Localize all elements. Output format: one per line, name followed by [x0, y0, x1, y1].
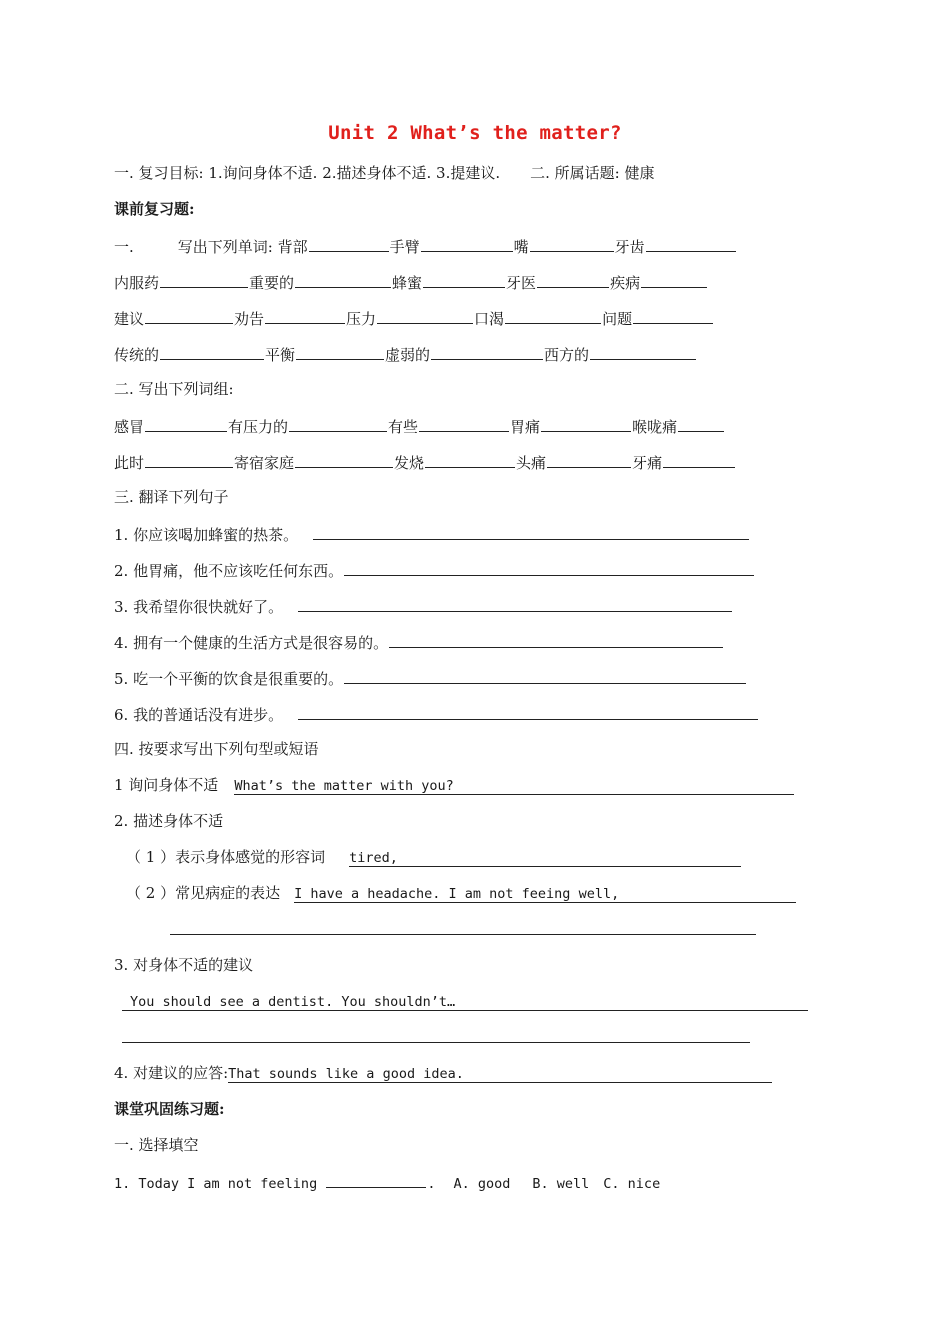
section1-row-4 [114, 342, 697, 364]
class-heading: 课堂巩固练习题: [114, 1100, 225, 1118]
answer-blank[interactable] [145, 450, 233, 468]
practice-heading: 一. 选择填空 [114, 1136, 199, 1154]
section1-instruction: 写出下列单词: [177, 238, 273, 256]
translate-item-6 [114, 702, 759, 724]
answer-blank[interactable] [309, 234, 389, 252]
section1-row-2 [114, 270, 708, 292]
answer-blank[interactable] [537, 270, 609, 288]
phrase-label: 发烧 [394, 454, 425, 472]
answer-blank[interactable] [541, 414, 631, 432]
answer-blank[interactable] [547, 450, 631, 468]
word-label: 劝告 [234, 310, 265, 328]
section2-row-1 [114, 414, 725, 436]
word-label: 问题 [602, 310, 633, 328]
translate-item-4 [114, 630, 724, 652]
word-label: 蜂蜜 [392, 274, 423, 292]
practice-q1-text: 1. Today I am not feeling [114, 1176, 318, 1192]
word-label: 建议 [114, 310, 145, 328]
answer-blank[interactable] [160, 270, 248, 288]
answer-blank[interactable] [590, 342, 696, 360]
sentence-label: 4. 拥有一个健康的生活方式是很容易的。 [114, 634, 389, 652]
answer-blank[interactable] [431, 342, 543, 360]
word-label: 内服药 [114, 274, 160, 292]
q4-label: 4. 对建议的应答: [114, 1064, 229, 1082]
q1-answer[interactable]: What’s the matter with you? [234, 775, 794, 795]
section1-row-3 [114, 306, 714, 328]
review-goals: 一. 复习目标: 1.询问身体不适. 2.描述身体不适. 3.提建议. [114, 164, 501, 182]
section4-q3: 3. 对身体不适的建议 [114, 956, 254, 974]
phrase-label: 此时 [114, 454, 145, 472]
section4-q2: 2. 描述身体不适 [114, 812, 224, 830]
translate-item-5 [114, 666, 747, 688]
phrase-label: 牙痛 [632, 454, 663, 472]
option-c[interactable]: C. nice [603, 1176, 661, 1192]
answer-blank[interactable] [641, 270, 707, 288]
answer-blank[interactable] [421, 234, 513, 252]
answer-blank[interactable] [678, 414, 724, 432]
section2-row-2 [114, 450, 736, 472]
q2b-answer[interactable]: I have a headache. I am not feeing well, [294, 883, 796, 903]
q4-answer[interactable]: That sounds like a good idea. [228, 1063, 772, 1083]
answer-blank[interactable] [530, 234, 614, 252]
answer-blank[interactable] [425, 450, 515, 468]
answer-blank[interactable] [344, 666, 746, 684]
section4-q2b [126, 882, 796, 904]
answer-blank[interactable] [423, 270, 505, 288]
phrase-label: 有些 [388, 418, 419, 436]
q2a-label: （ 1 ）表示身体感觉的形容词 [126, 848, 326, 866]
section2-heading: 二. 写出下列词组: [114, 380, 234, 398]
phrase-label: 寄宿家庭 [234, 454, 295, 472]
answer-line[interactable] [170, 934, 756, 935]
practice-q1 [114, 1170, 660, 1192]
answer-blank[interactable] [663, 450, 735, 468]
word-label: 手臂 [389, 238, 420, 256]
q1-label: 1 询问身体不适 [114, 776, 219, 794]
answer-blank[interactable] [313, 522, 749, 540]
translate-item-3 [114, 594, 733, 616]
word-label: 牙医 [506, 274, 537, 292]
word-label: 虚弱的 [385, 346, 431, 364]
answer-blank[interactable] [377, 306, 473, 324]
practice-q1-end: . [427, 1176, 436, 1192]
word-label: 疾病 [610, 274, 641, 292]
section3-heading: 三. 翻译下列句子 [114, 488, 229, 506]
answer-blank[interactable] [389, 630, 723, 648]
answer-blank[interactable] [505, 306, 601, 324]
option-a[interactable]: A. good [453, 1176, 511, 1192]
answer-blank[interactable] [296, 342, 384, 360]
translate-item-2 [114, 558, 755, 580]
answer-blank[interactable] [419, 414, 509, 432]
word-label: 牙齿 [614, 238, 645, 256]
section4-q3-answer-row [122, 990, 808, 1012]
answer-blank[interactable] [145, 414, 227, 432]
topic: 二. 所属话题: 健康 [530, 164, 655, 182]
phrase-label: 头痛 [516, 454, 547, 472]
sentence-label: 6. 我的普通话没有进步。 [114, 706, 284, 724]
answer-blank[interactable] [633, 306, 713, 324]
answer-blank[interactable] [298, 702, 758, 720]
review-goals-line [114, 162, 655, 184]
answer-blank[interactable] [289, 414, 387, 432]
section1-row-1 [114, 234, 737, 256]
word-label: 嘴 [513, 238, 529, 256]
answer-blank[interactable] [326, 1170, 426, 1188]
sentence-label: 3. 我希望你很快就好了。 [114, 598, 284, 616]
section4-q2a [126, 846, 741, 868]
sentence-label: 1. 你应该喝加蜂蜜的热茶。 [114, 526, 299, 544]
q2a-answer[interactable]: tired, [349, 847, 741, 867]
phrase-label: 喉咙痛 [632, 418, 678, 436]
phrase-label: 感冒 [114, 418, 145, 436]
option-b[interactable]: B. well [532, 1176, 590, 1192]
answer-blank[interactable] [265, 306, 345, 324]
answer-line[interactable] [122, 1042, 750, 1043]
answer-blank[interactable] [344, 558, 754, 576]
word-label: 平衡 [265, 346, 296, 364]
page-title: Unit 2 What’s the matter? [328, 122, 622, 144]
section4-heading: 四. 按要求写出下列句型或短语 [114, 740, 319, 758]
answer-blank[interactable] [160, 342, 264, 360]
answer-blank[interactable] [646, 234, 736, 252]
phrase-label: 胃痛 [510, 418, 541, 436]
word-label: 重要的 [249, 274, 295, 292]
q2b-label: （ 2 ）常见病症的表达 [126, 884, 281, 902]
preview-heading: 课前复习题: [114, 200, 195, 218]
word-label: 背部 [277, 238, 308, 256]
q3-answer[interactable]: You should see a dentist. You shouldn’t… [122, 991, 808, 1011]
word-label: 压力 [346, 310, 377, 328]
section1-number: 一. [114, 238, 134, 256]
sentence-label: 2. 他胃痛，他不应该吃任何东西。 [114, 562, 344, 580]
word-label: 口渴 [474, 310, 505, 328]
section4-q4 [114, 1062, 772, 1084]
word-label: 西方的 [544, 346, 590, 364]
section4-q1 [114, 774, 794, 796]
phrase-label: 有压力的 [228, 418, 289, 436]
answer-blank[interactable] [295, 270, 391, 288]
word-label: 传统的 [114, 346, 160, 364]
translate-item-1 [114, 522, 750, 544]
answer-blank[interactable] [295, 450, 393, 468]
sentence-label: 5. 吃一个平衡的饮食是很重要的。 [114, 670, 344, 688]
answer-blank[interactable] [145, 306, 233, 324]
answer-blank[interactable] [298, 594, 732, 612]
